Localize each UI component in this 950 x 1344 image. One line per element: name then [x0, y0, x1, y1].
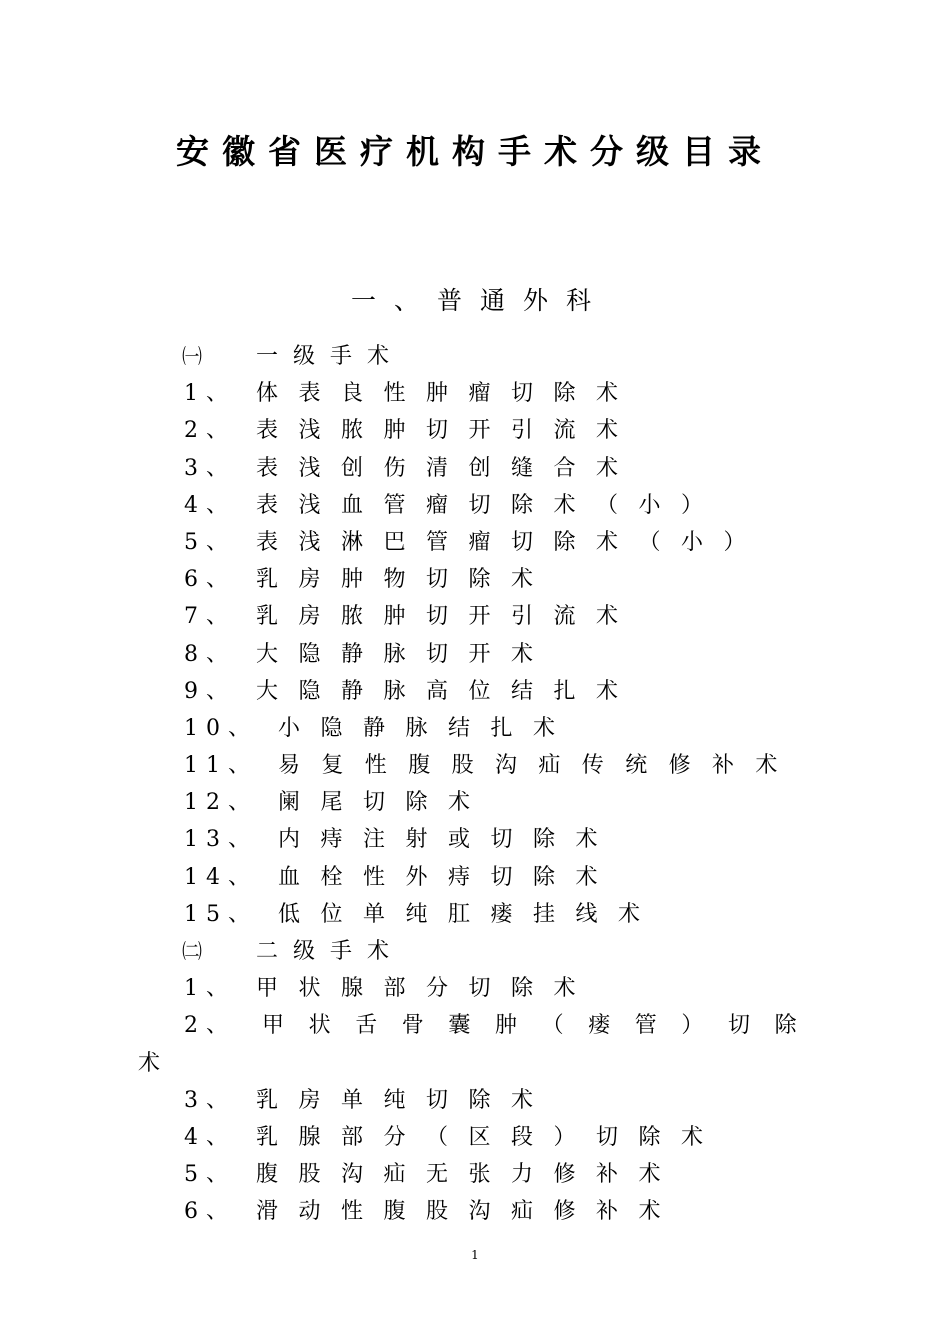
item-number: 7、 [184, 604, 236, 630]
list-item [0, 1193, 950, 1230]
item-text: 易复性腹股沟疝传统修补术 [278, 753, 799, 779]
list-item [0, 896, 950, 933]
item-number: 2、 [184, 418, 236, 444]
list-item [0, 1082, 950, 1119]
item-number: 5、 [184, 1162, 236, 1188]
item-number: 3、 [184, 455, 236, 481]
item-text: 腹股沟疝无张力修补术 [256, 1162, 682, 1188]
item-text: 表浅创伤清创缝合术 [256, 455, 639, 481]
list-item [0, 524, 950, 561]
list-item [0, 375, 950, 412]
item-text: 乳腺部分（区段）切除术 [256, 1124, 724, 1150]
item-text: 滑动性腹股沟疝修补术 [256, 1199, 682, 1225]
item-number: 10、 [184, 715, 258, 741]
list-item [0, 598, 950, 635]
section-title: 一、普通外科 [350, 286, 609, 315]
item-number: 12、 [184, 790, 258, 816]
surgery-list [0, 338, 950, 1231]
item-number: 1、 [184, 381, 236, 407]
list-item [0, 487, 950, 524]
item-number: 4、 [184, 1124, 236, 1150]
item-text: 大隐静脉切开术 [256, 641, 554, 667]
group-heading [0, 933, 950, 970]
item-number: 11、 [184, 753, 258, 779]
item-number: 15、 [184, 901, 258, 927]
item-text-continuation: 术 [138, 1050, 161, 1076]
item-number: 4、 [184, 492, 236, 518]
item-text: 乳房单纯切除术 [256, 1087, 554, 1113]
item-text: 表浅淋巴管瘤切除术（小） [256, 529, 767, 555]
page-number: 1 [471, 1248, 479, 1262]
item-text: 体表良性肿瘤切除术 [256, 381, 639, 407]
list-item [0, 1156, 950, 1193]
list-item [0, 636, 950, 673]
item-text: 低位单纯肛瘘挂线术 [278, 901, 661, 927]
page-title: 安徽省医疗机构手术分级目录 [176, 132, 774, 171]
group-heading-text: 一级手术 [256, 344, 405, 369]
list-item [0, 673, 950, 710]
group-marker: ㈠ [182, 344, 202, 368]
list-item [0, 1007, 950, 1081]
item-number: 8、 [184, 641, 236, 667]
list-item [0, 784, 950, 821]
list-item [0, 859, 950, 896]
item-number: 9、 [184, 678, 236, 704]
list-item [0, 450, 950, 487]
list-item [0, 412, 950, 449]
group-heading-text: 二级手术 [256, 939, 405, 964]
item-number: 6、 [184, 567, 236, 593]
item-text: 阑尾切除术 [278, 790, 491, 816]
item-text: 乳房肿物切除术 [256, 567, 554, 593]
list-item [0, 821, 950, 858]
item-text: 乳房脓肿切开引流术 [256, 604, 639, 630]
list-item [0, 970, 950, 1007]
item-number: 14、 [184, 864, 258, 890]
item-text: 大隐静脉高位结扎术 [256, 678, 639, 704]
item-number: 5、 [184, 529, 236, 555]
item-text: 小隐静脉结扎术 [278, 715, 576, 741]
item-text: 甲状腺部分切除术 [256, 976, 597, 1002]
list-item [0, 747, 950, 784]
item-text: 血栓性外痔切除术 [278, 864, 619, 890]
list-item [0, 1119, 950, 1156]
list-item [0, 561, 950, 598]
item-text: 表浅血管瘤切除术（小） [256, 492, 724, 518]
item-number: 6、 [184, 1199, 236, 1225]
group-marker: ㈡ [182, 939, 202, 963]
item-text: 内痔注射或切除术 [278, 827, 619, 853]
item-number: 13、 [184, 827, 258, 853]
group-heading [0, 338, 950, 375]
item-number: 1、 [184, 976, 236, 1002]
item-text: 表浅脓肿切开引流术 [256, 418, 639, 444]
item-number: 2、 [184, 1013, 236, 1039]
item-number: 3、 [184, 1087, 236, 1113]
list-item [0, 710, 950, 747]
item-text: 甲状舌骨囊肿（瘘管）切除 [262, 1013, 822, 1039]
